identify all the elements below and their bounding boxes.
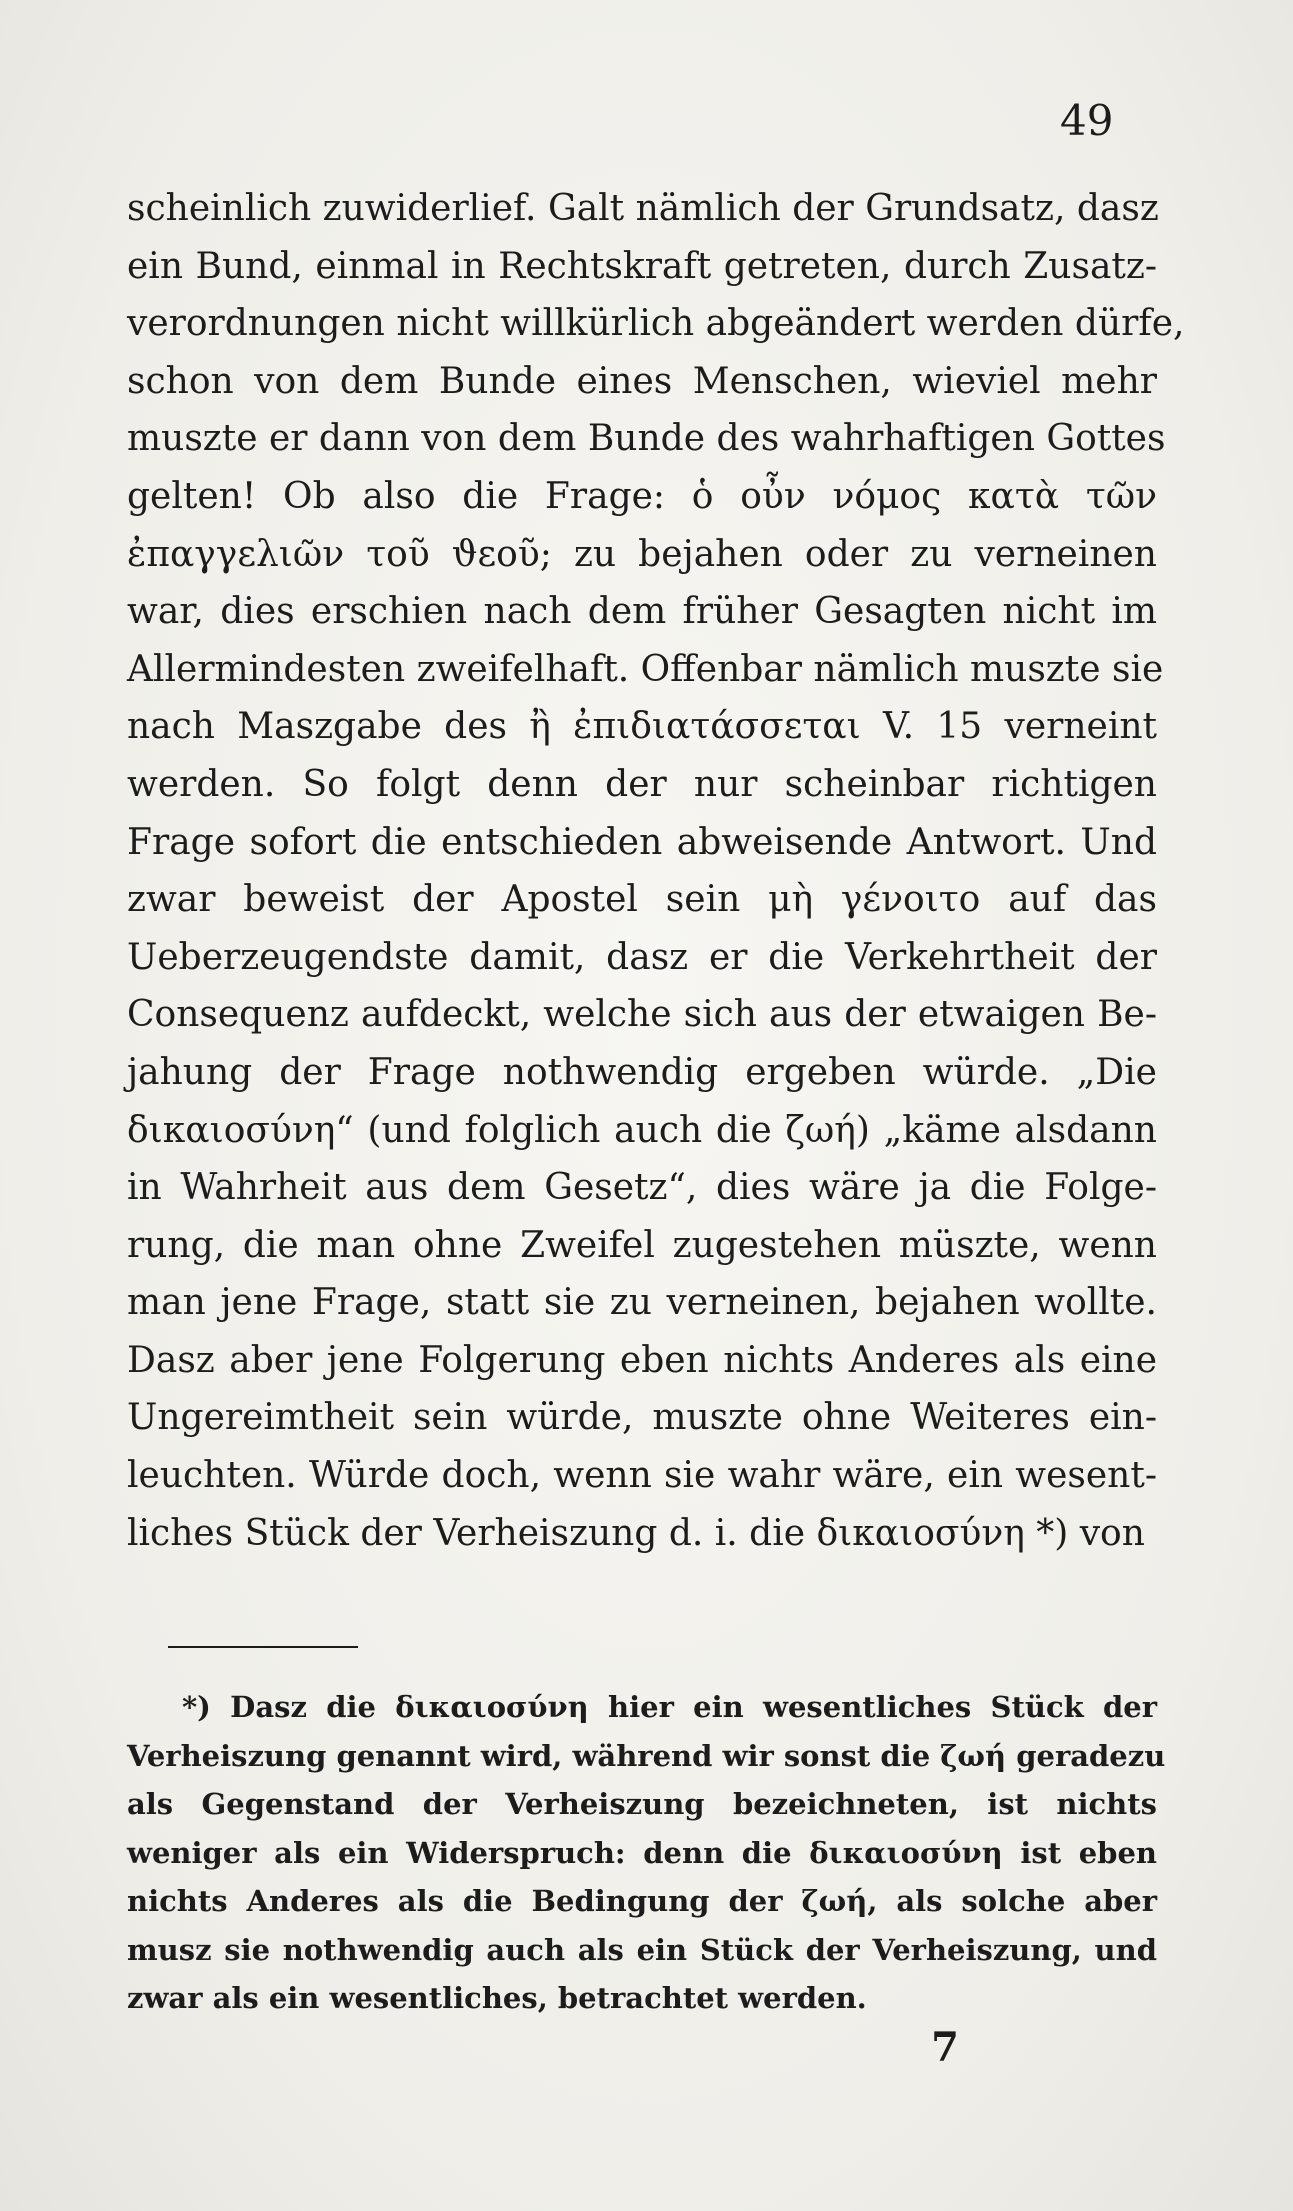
footnote-line: als Gegenstand der Verheiszung bezeichneten, ist nichts — [127, 1787, 1157, 1821]
text-line: Dasz aber jene Folgerung eben nichts Anderes als eine — [127, 1339, 1157, 1381]
text-line: verordnungen nicht willkürlich abgeändert werden dürfe, — [127, 303, 1185, 345]
text-line: werden. So folgt denn der nur scheinbar richtigen — [127, 763, 1157, 805]
footnote-divider — [168, 1646, 358, 1648]
signature-mark: 7 — [931, 2024, 959, 2071]
page-number: 49 — [1060, 96, 1114, 145]
text-line: scheinlich zuwiderlief. Galt nämlich der Grundsatz, dasz — [127, 188, 1159, 229]
footnote-line: zwar als ein wesentliches, betrachtet werden. — [127, 1981, 867, 2015]
text-line: Ungereimtheit sein würde, muszte ohne Weiteres ein- — [127, 1397, 1157, 1439]
footnote-line: Verheiszung genannt wird, während wir sonst die ζωή geradezu — [127, 1738, 1166, 1773]
text-line: liches Stück der Verheiszung d. i. die δικαιοσύνη *) von — [127, 1512, 1145, 1554]
text-line: ἐπαγγελιῶν τοῦ ϑεοῦ; zu bejahen oder zu verneinen — [127, 533, 1157, 575]
footnote — [127, 1683, 1166, 2023]
footnote-line: weniger als ein Widerspruch: denn die δικαιοσύνη ist eben — [127, 1835, 1157, 1870]
footnote-line: *) Dasz die δικαιοσύνη hier ein wesentliches Stück der — [182, 1690, 1157, 1724]
text-line: jahung der Frage nothwendig ergeben würde. „Die — [127, 1051, 1157, 1093]
text-line: zwar beweist der Apostel sein μὴ γένοιτο auf das — [127, 879, 1157, 921]
text-line: δικαιοσύνη“ (und folglich auch die ζωή) „käme alsdann — [127, 1109, 1157, 1151]
text-line: muszte er dann von dem Bunde des wahrhaftigen Gottes — [127, 418, 1166, 460]
text-line: Ueberzeugendste damit, dasz er die Verkehrtheit der — [127, 936, 1157, 978]
text-line: schon von dem Bunde eines Menschen, wieviel mehr — [127, 360, 1157, 402]
text-line: ein Bund, einmal in Rechtskraft getreten, durch Zusatz- — [127, 245, 1157, 287]
text-line: in Wahrheit aus dem Gesetz“, dies wäre ja die Folge- — [127, 1167, 1157, 1209]
footnote-line: nichts Anderes als die Bedingung der ζωή, als solche aber — [127, 1884, 1157, 1918]
text-line: Allermindesten zweifelhaft. Offenbar nämlich muszte sie — [127, 648, 1164, 690]
text-line: rung, die man ohne Zweifel zugestehen müszte, wenn — [127, 1224, 1157, 1266]
main-text — [127, 180, 1185, 1562]
text-line: gelten! Ob also die Frage: ὁ οὖν νόμος κατὰ τῶν — [127, 475, 1157, 517]
text-line: man jene Frage, statt sie zu verneinen, bejahen wollte. — [127, 1282, 1157, 1324]
text-line: nach Maszgabe des ἢ ἐπιδιατάσσεται V. 15 verneint — [127, 706, 1157, 748]
text-line: Consequenz aufdeckt, welche sich aus der etwaigen Be- — [127, 994, 1157, 1036]
text-line: war, dies erschien nach dem früher Gesagten nicht im — [127, 591, 1157, 633]
footnote-line: musz sie nothwendig auch als ein Stück der Verheiszung, und — [127, 1932, 1157, 1967]
text-line: leuchten. Würde doch, wenn sie wahr wäre, ein wesent- — [127, 1455, 1157, 1497]
text-line: Frage sofort die entschieden abweisende Antwort. Und — [127, 821, 1157, 863]
